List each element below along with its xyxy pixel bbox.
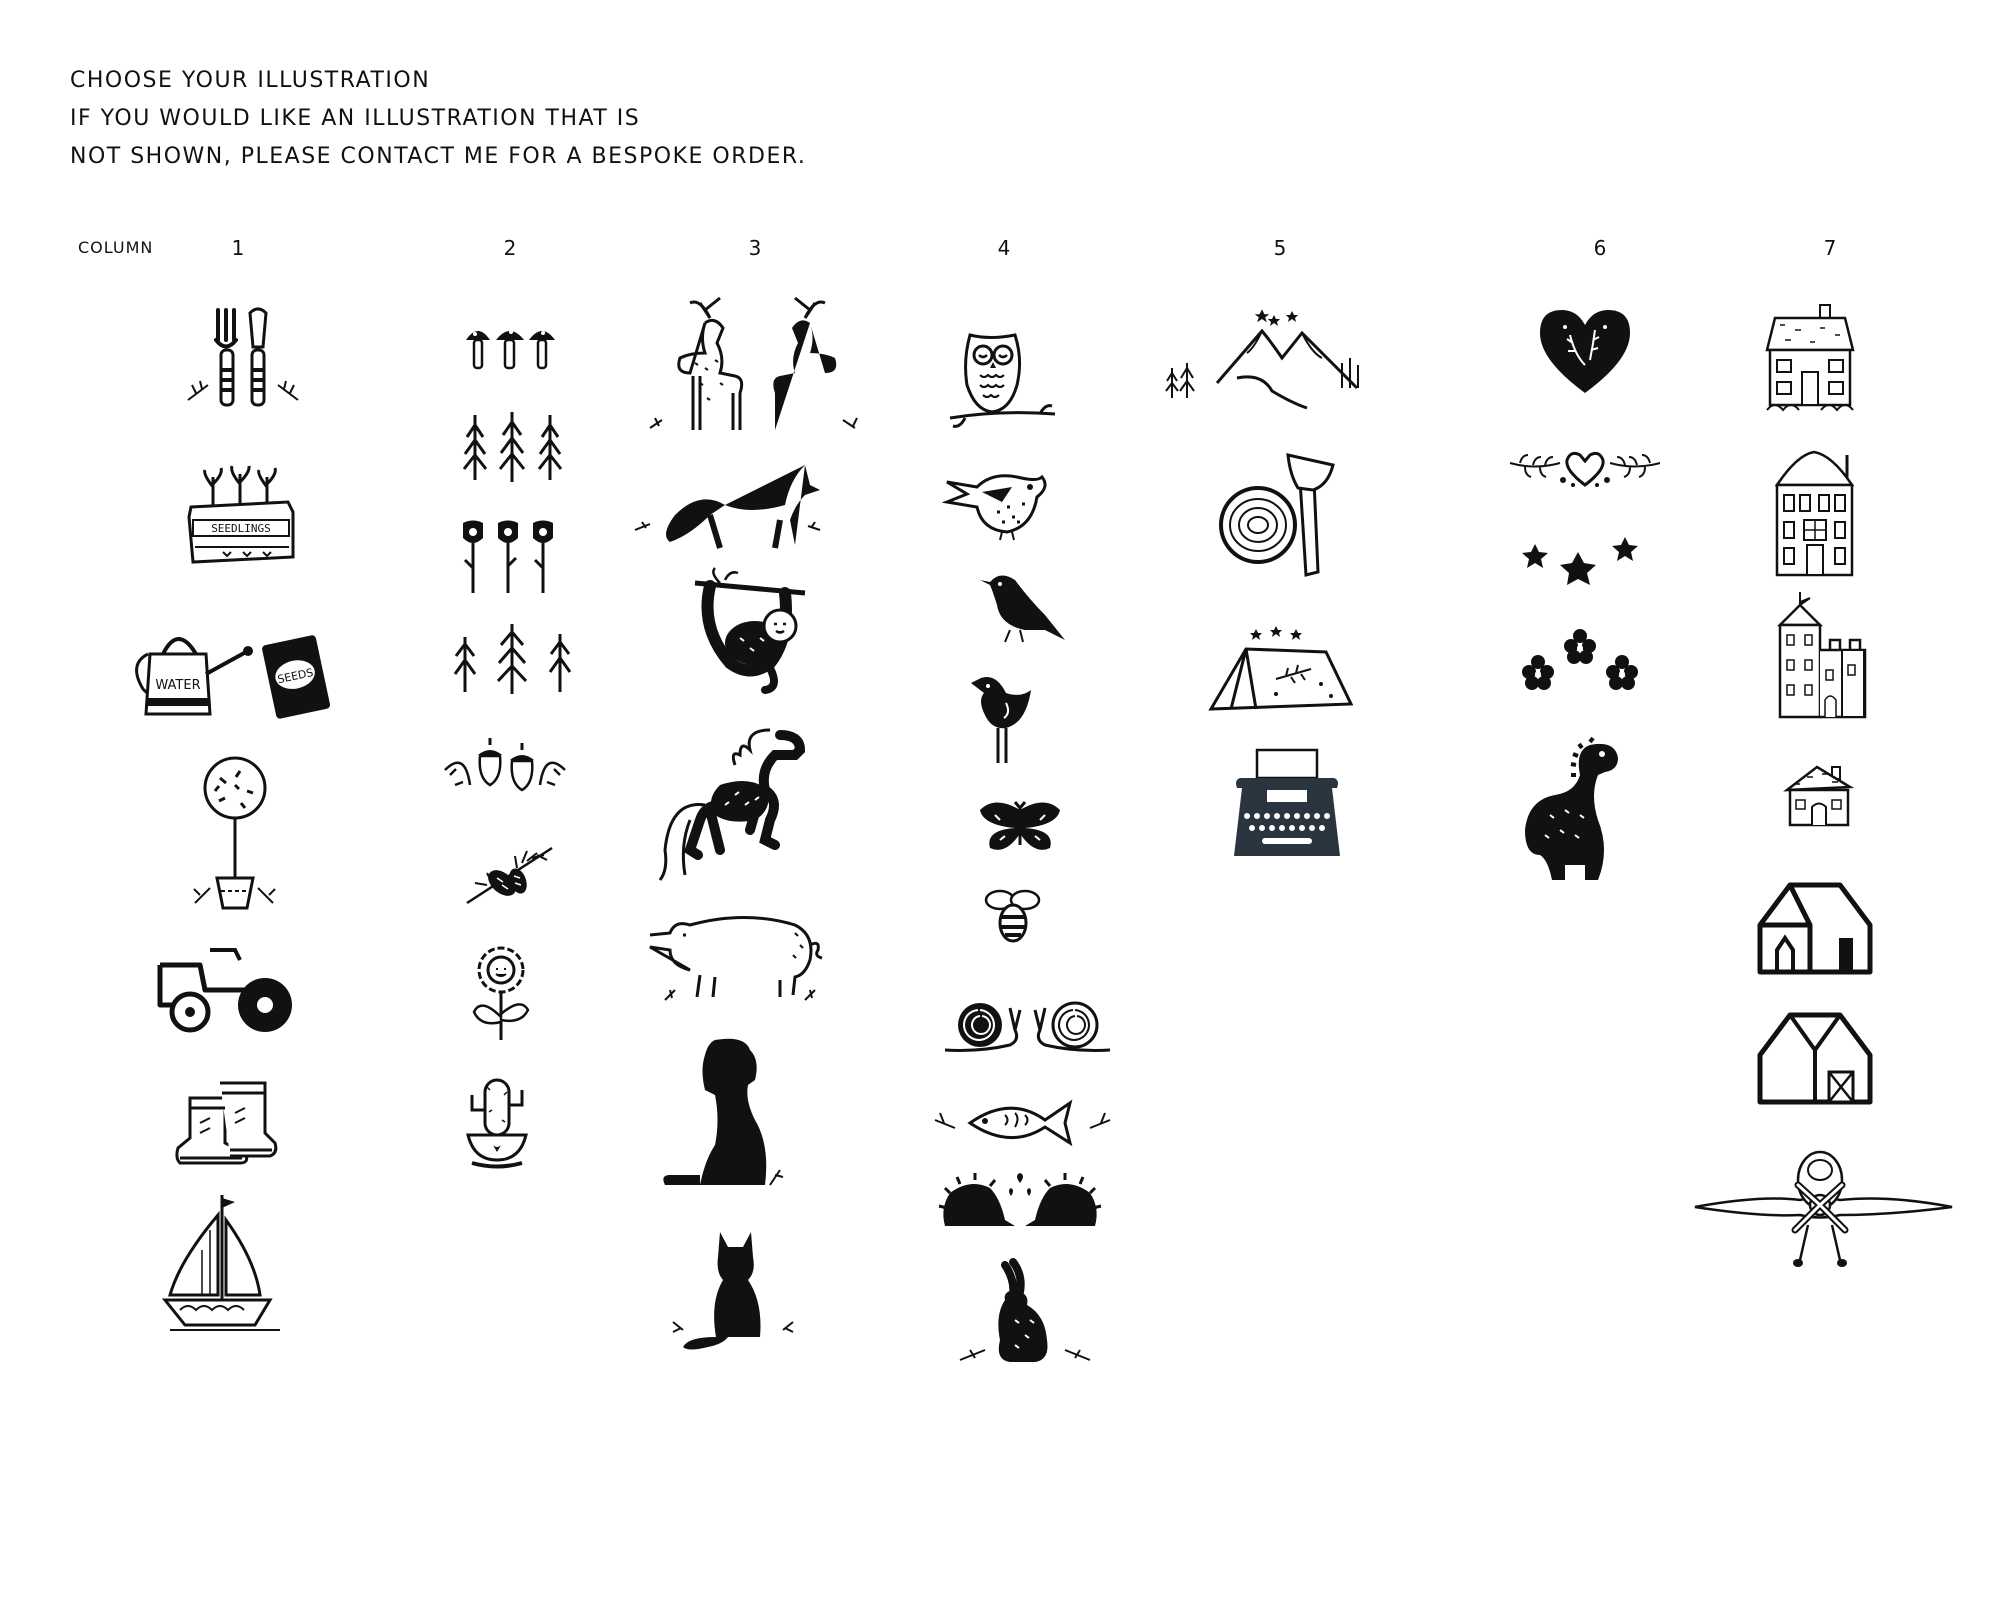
column-number-3: 3: [748, 236, 762, 260]
cat-icon[interactable]: [668, 1232, 798, 1357]
column-number-2: 2: [503, 236, 517, 260]
cottage-icon[interactable]: [1765, 300, 1855, 418]
garden-tools-icon[interactable]: [178, 305, 308, 415]
dog-icon[interactable]: [660, 1035, 795, 1195]
townhouse-icon[interactable]: [1772, 450, 1857, 578]
fox-icon[interactable]: [630, 460, 830, 555]
castle-icon[interactable]: [1770, 590, 1870, 720]
tent-icon[interactable]: [1206, 624, 1354, 714]
owl-icon[interactable]: [945, 330, 1060, 430]
sailboat-icon[interactable]: [160, 1190, 285, 1340]
heart-icon[interactable]: [1535, 305, 1635, 395]
watering-can-label: WATER: [155, 678, 201, 693]
topiary-tree-icon[interactable]: [185, 753, 285, 913]
intro-text: [70, 62, 806, 176]
column-number-5: 5: [1273, 236, 1287, 260]
watering-can-seeds-icon[interactable]: [128, 614, 338, 724]
small-house-icon[interactable]: [1782, 762, 1854, 830]
acorns-icon[interactable]: [440, 730, 570, 810]
column-number-1: 1: [231, 236, 245, 260]
stars-icon[interactable]: [1520, 532, 1640, 587]
column-number-4: 4: [997, 236, 1011, 260]
fir-trees-icon[interactable]: [450, 622, 575, 697]
cactus-icon[interactable]: [460, 1075, 535, 1170]
dinosaur-icon[interactable]: [1520, 740, 1625, 890]
tractor-icon[interactable]: [155, 945, 305, 1035]
horse-icon[interactable]: [650, 710, 805, 885]
seed-packet-label: SEEDS: [276, 665, 315, 687]
flowers-icon[interactable]: [1520, 628, 1640, 703]
small-bird-icon[interactable]: [966, 668, 1036, 768]
column-header-label: COLUMN: [78, 238, 154, 257]
seedlings-crate-icon[interactable]: [183, 462, 298, 567]
pig-icon[interactable]: [645, 905, 825, 1005]
sloth-icon[interactable]: [690, 568, 810, 693]
bee-icon[interactable]: [975, 885, 1050, 945]
hedgehogs-icon[interactable]: [935, 1168, 1105, 1233]
pinecone-branch-icon[interactable]: [462, 833, 557, 908]
column-number-7: 7: [1823, 236, 1837, 260]
mushrooms-icon[interactable]: [463, 322, 558, 377]
sunflower-icon[interactable]: [466, 942, 536, 1042]
pine-trees-icon[interactable]: [460, 410, 565, 485]
deer-pair-icon[interactable]: [645, 298, 870, 438]
airplane-icon[interactable]: [1690, 1145, 1955, 1270]
heart-laurel-icon[interactable]: [1505, 445, 1665, 493]
intro-line-3: NOT SHOWN, PLEASE CONTACT ME FOR A BESPOKE ORDER.: [70, 144, 807, 169]
bird-icon[interactable]: [942, 462, 1052, 542]
barn-door-icon[interactable]: [1755, 1010, 1875, 1105]
barn-icon[interactable]: [1755, 880, 1875, 975]
typewriter-icon[interactable]: [1232, 748, 1342, 863]
seedlings-crate-label: SEEDLINGS: [211, 522, 271, 535]
intro-title: CHOOSE YOUR ILLUSTRATION: [70, 68, 431, 93]
songbird-icon[interactable]: [975, 570, 1070, 645]
fish-icon[interactable]: [930, 1095, 1115, 1150]
column-number-6: 6: [1593, 236, 1607, 260]
mountains-icon[interactable]: [1162, 303, 1374, 413]
tulips-icon[interactable]: [458, 518, 558, 593]
butterfly-icon[interactable]: [975, 800, 1065, 855]
boots-icon[interactable]: [170, 1078, 280, 1168]
log-axe-icon[interactable]: [1218, 450, 1338, 580]
snails-icon[interactable]: [940, 990, 1115, 1055]
intro-line-2: IF YOU WOULD LIKE AN ILLUSTRATION THAT IS: [70, 106, 641, 131]
rabbit-icon[interactable]: [955, 1260, 1095, 1365]
